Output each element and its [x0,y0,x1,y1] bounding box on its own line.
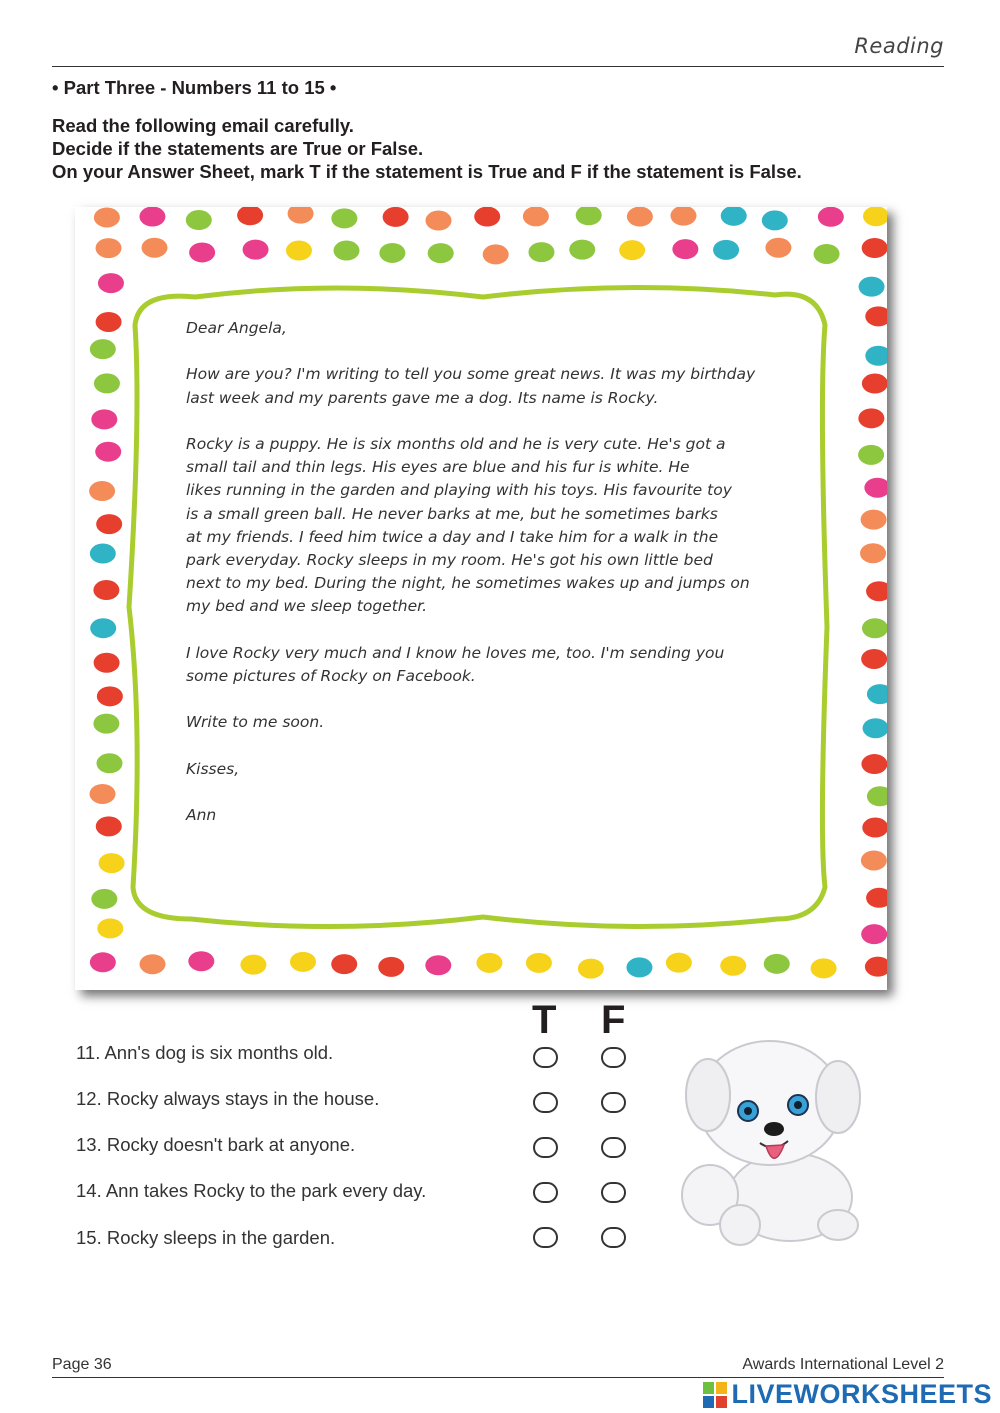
polka-dot [97,686,123,706]
polka-dot [142,238,168,258]
polka-dot [720,956,746,976]
header-section-title: Reading [854,34,944,58]
polka-dot [670,207,696,226]
polka-dot [90,784,116,804]
polka-dot [90,618,116,638]
polka-dot [865,306,887,326]
polka-dot [861,649,887,669]
false-column-header: F [601,998,626,1042]
letter-line: last week and my parents gave me a dog. Its name is Rocky. [186,388,659,407]
polka-dot [91,409,117,429]
polka-dot [237,207,263,225]
footer-rule [52,1377,944,1378]
polka-dot [96,816,122,836]
letter-paragraph-3 [186,642,746,688]
polka-dot [867,786,887,806]
answer-12-false[interactable] [601,1092,626,1113]
polka-dot [425,955,451,975]
polka-dot [861,850,887,870]
letter-sign-off: Kisses, [186,759,240,778]
polka-dot [765,238,791,258]
instruction-line: On your Answer Sheet, mark T if the statement is True and F if the statement is False. [52,161,802,182]
polka-dot [861,754,887,774]
polka-dot [331,954,357,974]
letter-line: at my friends. I feed him twice a day and I take him for a walk in the [186,527,719,546]
polka-dot [428,243,454,263]
polka-dot [627,207,653,227]
polka-dot [862,374,887,394]
polka-dot [861,924,887,944]
answer-12-true[interactable] [533,1092,558,1113]
polka-dot [861,510,887,530]
letter-paragraph-1 [186,363,756,409]
liveworksheets-brand-text: LIVEWORKSHEETS [731,1379,992,1409]
polka-dot [626,957,652,977]
polka-dot [619,240,645,260]
polka-dot [862,238,887,258]
polka-dot [426,211,452,231]
polka-dot [476,953,502,973]
polka-dot [95,442,121,462]
polka-dot [334,241,360,261]
polka-dot [90,952,116,972]
polka-dot [526,953,552,973]
answer-15-false[interactable] [601,1227,626,1248]
instructions [52,114,802,183]
polka-dot [867,684,887,704]
letter-line: How are you? I'm writing to tell you some great news. It was my birthday [186,365,756,384]
polka-dot [91,889,117,909]
polka-dot [90,544,116,564]
letter-line: is a small green ball. He never barks at me, but he sometimes barks [186,504,718,523]
polka-dot [672,239,698,259]
polka-dot [866,581,887,601]
answer-11-false[interactable] [601,1047,626,1068]
polka-dot [243,240,269,260]
letter-card [75,207,887,990]
answer-11-true[interactable] [533,1047,558,1068]
polka-dot [864,478,887,498]
answer-14-false[interactable] [601,1182,626,1203]
polka-dot [569,240,595,260]
polka-dot [331,208,357,228]
true-column-header: T [532,998,557,1042]
liveworksheets-brand[interactable] [703,1379,992,1410]
part-title: • Part Three - Numbers 11 to 15 • [52,77,337,98]
answer-13-false[interactable] [601,1137,626,1158]
liveworksheets-logo-icon [703,1382,727,1408]
polka-dot [240,955,266,975]
polka-dot [858,408,884,428]
letter-line: small tail and thin legs. His eyes are blue and his fur is white. He [186,458,690,477]
question-11: 11. Ann's dog is six months old. [76,1042,334,1063]
polka-dot [94,373,120,393]
instruction-line: Decide if the statements are True or False. [52,138,424,159]
polka-dot [98,273,124,293]
polka-dot [762,210,788,230]
letter-closing: Write to me soon. [186,713,325,732]
polka-dot [140,954,166,974]
polka-dot [189,242,215,262]
polka-dot [94,653,120,673]
letter-signature: Ann [186,806,217,825]
polka-dot [860,543,886,563]
question-12: 12. Rocky always stays in the house. [76,1088,380,1109]
polka-dot [378,957,404,977]
polka-dot [93,714,119,734]
polka-dot [721,207,747,226]
polka-dot [90,339,116,359]
polka-dot [290,952,316,972]
polka-dot [578,959,604,979]
question-15: 15. Rocky sleeps in the garden. [76,1227,336,1248]
polka-dot [528,242,554,262]
letter-greeting: Dear Angela, [186,319,287,337]
polka-dot [818,207,844,227]
polka-dot [379,243,405,263]
polka-dot [811,958,837,978]
question-14: 14. Ann takes Rocky to the park every day. [76,1180,427,1201]
polka-dot [862,618,887,638]
puppy-illustration [670,1025,870,1255]
polka-dot [96,238,122,258]
footer-series: Awards International Level 2 [742,1356,944,1373]
polka-dot [96,514,122,534]
polka-dot [863,207,887,226]
polka-dot [483,244,509,264]
polka-dot [814,244,840,264]
polka-dot [97,753,123,773]
letter-line: Rocky is a puppy. He is six months old and he is very cute. He's got a [186,434,726,453]
polka-dot [94,207,120,227]
polka-dot [288,207,314,224]
polka-dot [188,951,214,971]
polka-dot [576,207,602,225]
question-13: 13. Rocky doesn't bark at anyone. [76,1134,356,1155]
polka-dot [383,207,409,227]
header-rule [52,66,944,67]
polka-dot [97,918,123,938]
polka-dot [89,481,115,501]
polka-dot [713,240,739,260]
polka-dot [666,953,692,973]
polka-dot [139,207,165,227]
polka-dot [865,346,887,366]
letter-line: next to my bed. During the night, he sometimes wakes up and jumps on [186,574,750,593]
letter-line: I love Rocky very much and I know he loves me, too. I'm sending you [186,643,725,662]
polka-dot [474,207,500,227]
polka-dot [93,580,119,600]
instruction-line: Read the following email carefully. [52,115,354,136]
polka-dot [523,207,549,226]
polka-dot [99,853,125,873]
polka-dot [865,957,887,977]
polka-dot [186,210,212,230]
polka-dot [859,277,885,297]
letter-line: park everyday. Rocky sleeps in my room. He's got his own little bed [186,551,713,569]
polka-dot [286,241,312,261]
letter-paragraph-2 [186,433,750,619]
polka-dot [863,718,887,738]
letter-line: likes running in the garden and playing with his toys. His favourite toy [186,481,732,500]
polka-dot [866,888,887,908]
letter-body [186,317,756,851]
footer-page-number: Page 36 [52,1356,112,1373]
answer-13-true[interactable] [533,1137,558,1158]
letter-line: some pictures of Rocky on Facebook. [186,667,476,685]
answer-15-true[interactable] [533,1227,558,1248]
polka-dot [96,312,122,332]
answer-14-true[interactable] [533,1182,558,1203]
polka-dot [862,818,887,838]
letter-line: my bed and we sleep together. [186,597,428,616]
polka-dot [764,954,790,974]
polka-dot [858,445,884,465]
